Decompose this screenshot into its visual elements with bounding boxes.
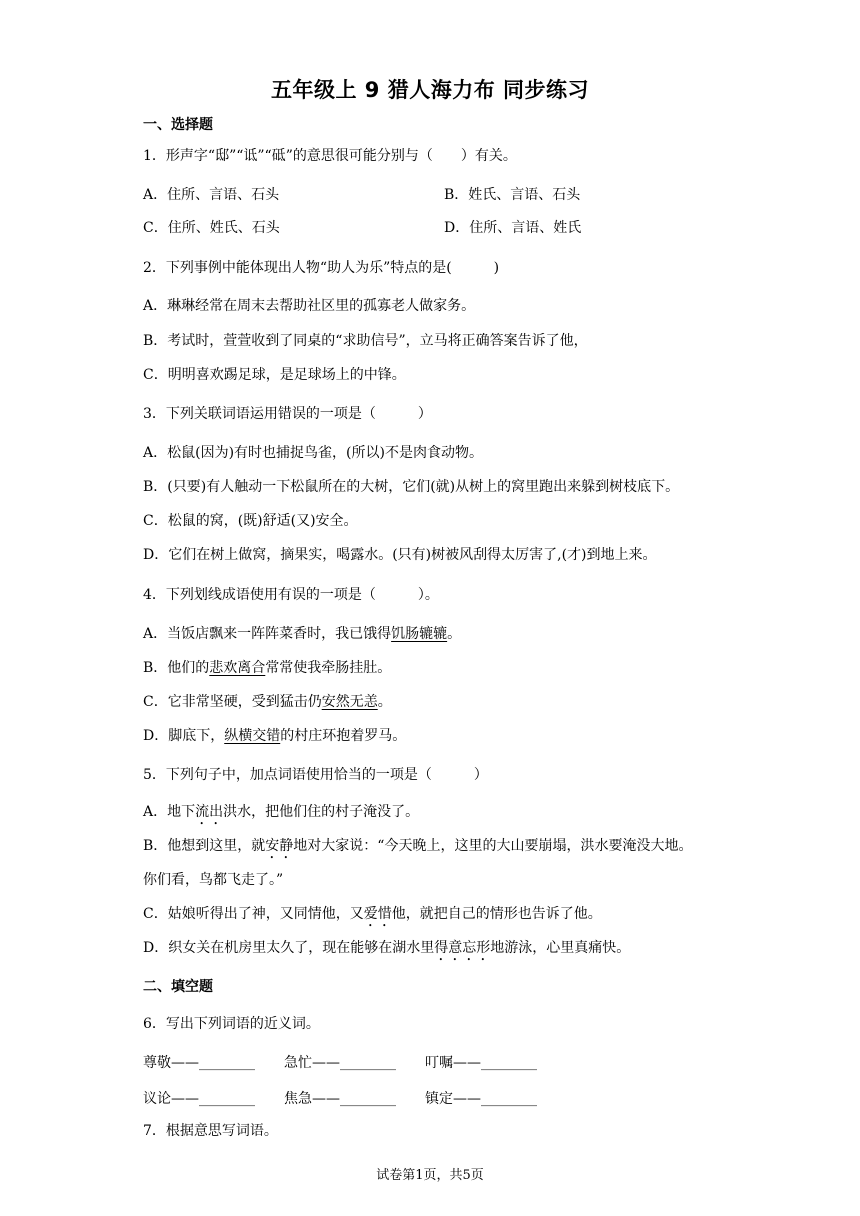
synonym-row-1	[143, 1052, 566, 1072]
question-3-stem: 3．下列关联词语运用错误的一项是（ ）	[143, 406, 432, 422]
question-4-option-c	[143, 692, 392, 712]
option-text: A．当饭店飘来一阵阵菜香时，我已饿得	[143, 626, 392, 642]
option-text: D．织女关在机房里太久了，现在能够在湖水里	[143, 940, 435, 956]
underlined-idiom: 安然无恙	[321, 694, 378, 710]
section-heading-fill: 二、填空题	[143, 979, 213, 995]
question-1-option-c: C．住所、姓氏、石头	[143, 220, 280, 236]
synonym-blank[interactable]: 叮嘱——________	[425, 1055, 537, 1071]
option-text: C．姑娘听得出了神，又同情他，又	[143, 906, 364, 922]
question-5-option-b-continued: 你们看，鸟都飞走了。”	[143, 872, 284, 888]
question-1-option-d: D．住所、言语、姓氏	[444, 220, 582, 236]
dotted-word: 流出	[195, 804, 224, 820]
option-text: D．脚底下，	[143, 728, 225, 744]
question-6-stem: 6．写出下列词语的近义词。	[143, 1016, 320, 1032]
question-4-stem: 4．下列划线成语使用有误的一项是（ ）。	[143, 587, 439, 603]
dotted-word: 安静	[265, 838, 294, 854]
dotted-word: 得意忘形	[434, 940, 491, 956]
question-3-option-c: C．松鼠的窝，(既)舒适(又)安全。	[143, 513, 358, 529]
dotted-word: 爱惜	[363, 906, 392, 922]
question-1-stem: 1．形声字“邸”“诋”“砥”的意思很可能分别与（ ）有关。	[143, 148, 517, 164]
question-5-option-c	[143, 904, 602, 930]
option-text: C．它非常坚硬，受到猛击仍	[143, 694, 322, 710]
option-text: 。	[447, 626, 462, 642]
option-text: 。	[377, 694, 392, 710]
option-text: 他，就把自己的情形也告诉了他。	[391, 906, 602, 922]
page-title: 五年级上 9 猎人海力布 同步练习	[270, 78, 590, 102]
synonym-blank[interactable]: 尊敬——________	[143, 1055, 255, 1071]
page-footer: 试卷第1页，共5页	[376, 1168, 484, 1183]
question-2-option-c: C．明明喜欢踢足球，是足球场上的中锋。	[143, 367, 406, 383]
question-1-option-a: A．住所、言语、石头	[143, 187, 280, 203]
option-text: 地对大家说：“今天晚上，这里的大山要崩塌，洪水要淹没大地。	[293, 838, 693, 854]
question-3-option-b: B．(只要)有人触动一下松鼠所在的大树，它们(就)从树上的窝里跑出来躲到树枝底下。	[143, 479, 680, 495]
synonym-row-2	[143, 1088, 566, 1108]
question-3-option-d: D．它们在树上做窝，摘果实，喝露水。(只有)树被风刮得太厉害了,(才)到地上来。	[143, 547, 657, 563]
synonym-blank[interactable]: 急忙——________	[284, 1055, 396, 1071]
option-text: 洪水，把他们住的村子淹没了。	[223, 804, 420, 820]
question-1-option-b: B．姓氏、言语、石头	[444, 187, 581, 203]
option-text: B．他们的	[143, 660, 210, 676]
underlined-idiom: 饥肠辘辘	[391, 626, 448, 642]
option-text: 常常使我牵肠挂肚。	[265, 660, 392, 676]
section-heading-choice: 一、选择题	[143, 117, 213, 133]
question-2-option-b: B．考试时，萱萱收到了同桌的“求助信号”，立马将正确答案告诉了他，	[143, 333, 588, 349]
question-5-option-a	[143, 802, 419, 828]
question-2-stem: 2．下列事例中能体现出人物“助人为乐”特点的是( )	[143, 260, 500, 276]
option-text: 的村庄环抱着罗马。	[280, 728, 407, 744]
question-5-option-d	[143, 938, 630, 964]
option-text: B．他想到这里，就	[143, 838, 266, 854]
question-4-option-b	[143, 658, 391, 678]
question-2-option-a: A．琳琳经常在周末去帮助社区里的孤寡老人做家务。	[143, 298, 476, 314]
question-7-stem: 7．根据意思写词语。	[143, 1123, 278, 1139]
question-4-option-a	[143, 624, 461, 644]
synonym-blank[interactable]: 议论——________	[143, 1091, 255, 1107]
question-4-option-d	[143, 726, 406, 746]
underlined-idiom: 纵横交错	[224, 728, 281, 744]
option-text: 地游泳，心里真痛快。	[490, 940, 631, 956]
synonym-blank[interactable]: 焦急——________	[284, 1091, 396, 1107]
underlined-idiom: 悲欢离合	[209, 660, 266, 676]
synonym-blank[interactable]: 镇定——________	[425, 1091, 537, 1107]
question-3-option-a: A．松鼠(因为)有时也捕捉鸟雀，(所以)不是肉食动物。	[143, 445, 483, 461]
question-5-stem: 5．下列句子中，加点词语使用恰当的一项是（ ）	[143, 767, 488, 783]
option-text: A．地下	[143, 804, 196, 820]
question-5-option-b	[143, 836, 692, 862]
